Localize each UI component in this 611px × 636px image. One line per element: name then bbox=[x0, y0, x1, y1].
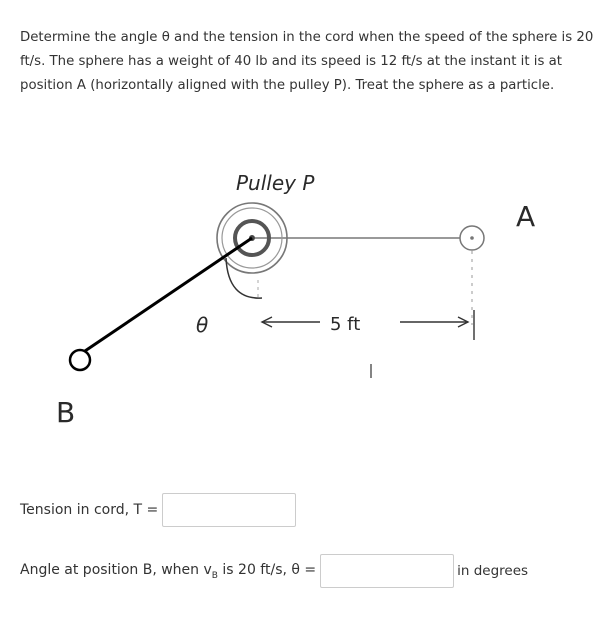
tension-label: Tension in cord, T = bbox=[20, 502, 159, 518]
angle-input[interactable] bbox=[320, 554, 454, 588]
tension-input[interactable] bbox=[162, 493, 296, 527]
point-b-label: B bbox=[56, 396, 76, 429]
tension-row bbox=[20, 493, 296, 527]
point-a-label: A bbox=[516, 200, 536, 233]
distance-label: 5 ft bbox=[330, 314, 361, 335]
angle-arc bbox=[226, 258, 262, 298]
angle-label: θ bbox=[196, 313, 209, 337]
cord-to-b bbox=[82, 238, 252, 353]
diagram-svg bbox=[0, 150, 611, 450]
angle-label-suffix: is 20 ft/s, θ = bbox=[217, 561, 317, 578]
sphere-b bbox=[70, 350, 90, 370]
angle-label-sub: B bbox=[211, 570, 218, 581]
angle-label-prefix: Angle at position B, when v bbox=[20, 561, 212, 578]
problem-text: Determine the angle θ and the tension in the cord when the speed of the sphere is 20 ft/s. The sphere has a weight of 40 lb and its speed is 12 ft/s at the instant it is at position A (horizontally aligned with the pulley P). Treat the sphere as a particle. bbox=[20, 30, 594, 93]
pulley-label: Pulley P bbox=[236, 171, 315, 195]
problem-statement bbox=[20, 26, 595, 98]
sphere-a-center bbox=[470, 236, 474, 240]
angle-unit: in degrees bbox=[457, 563, 529, 579]
angle-label-text bbox=[20, 562, 316, 581]
pulley-diagram bbox=[0, 150, 611, 450]
angle-row bbox=[20, 554, 528, 588]
